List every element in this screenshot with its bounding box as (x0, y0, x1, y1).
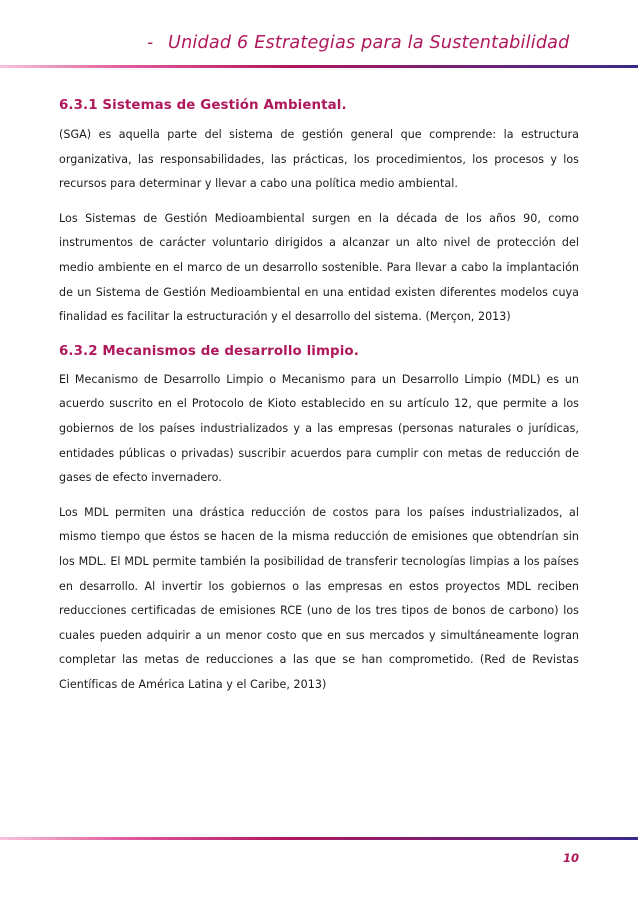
paragraph-mdl-definition: El Mecanismo de Desarrollo Limpio o Mecanismo para un Desarrollo Limpio (MDL) es un acuerdo suscrito en el Protocolo de Kioto establecido en su artículo 12, que permite a los gobiernos de los países industrializados y a las empresas (personas naturales o jurídicas, entidades públicas o privadas) suscribir acuerdos para cumplir con metas de reducción de gases de efecto invernadero. (59, 372, 579, 485)
page-number: 10 (562, 851, 579, 865)
footer-rule (0, 837, 638, 840)
document-body (59, 92, 579, 707)
header-rule (0, 65, 638, 68)
section-heading-mdl: 6.3.2 Mecanismos de desarrollo limpio. (59, 343, 359, 359)
header-title: Unidad 6 Estrategias para la Sustentabilidad (168, 33, 570, 53)
header-dash: - (147, 33, 154, 53)
section-heading-sga: 6.3.1 Sistemas de Gestión Ambiental. (59, 98, 347, 113)
page-header (0, 0, 638, 70)
paragraph-sga-definition: (SGA) es aquella parte del sistema de gestión general que comprende: la estructura organizativa, las responsabilidades, las prácticas, los procedimientos, los procesos y los recursos para determinar y llevar a cabo una política medio ambiental. (59, 128, 579, 191)
paragraph-mdl-benefits: Los MDL permiten una drástica reducción de costos para los países industrializados, al mismo tiempo que éstos se hacen de la misma reducción de emisiones que obtendrían sin los MDL. El MDL permite también la posibilidad de transferir tecnologías limpias a los países en desarrollo. Al invertir los gobiernos o las empresas en estos proyectos MDL reciben reducciones certificadas de emisiones RCE (uno de los tres tipos de bonos de carbono) los cuales pueden adquirir a un menor costo que en sus mercados y simultáneamente logran completar las metas de reducciones a las que se han comprometido. (Red de Revistas Científicas de América Latina y el Caribe, 2013) (59, 505, 579, 691)
paragraph-sga-history: Los Sistemas de Gestión Medioambiental surgen en la década de los años 90, como instrumentos de carácter voluntario dirigidos a alcanzar un alto nivel de protección del medio ambiente en el marco de un desarrollo sostenible. Para llevar a cabo la implantación de un Sistema de Gestión Medioambiental en una entidad existen diferentes modelos cuya finalidad es facilitar la estructuración y el desarrollo del sistema. (Merçon, 2013) (59, 211, 579, 324)
